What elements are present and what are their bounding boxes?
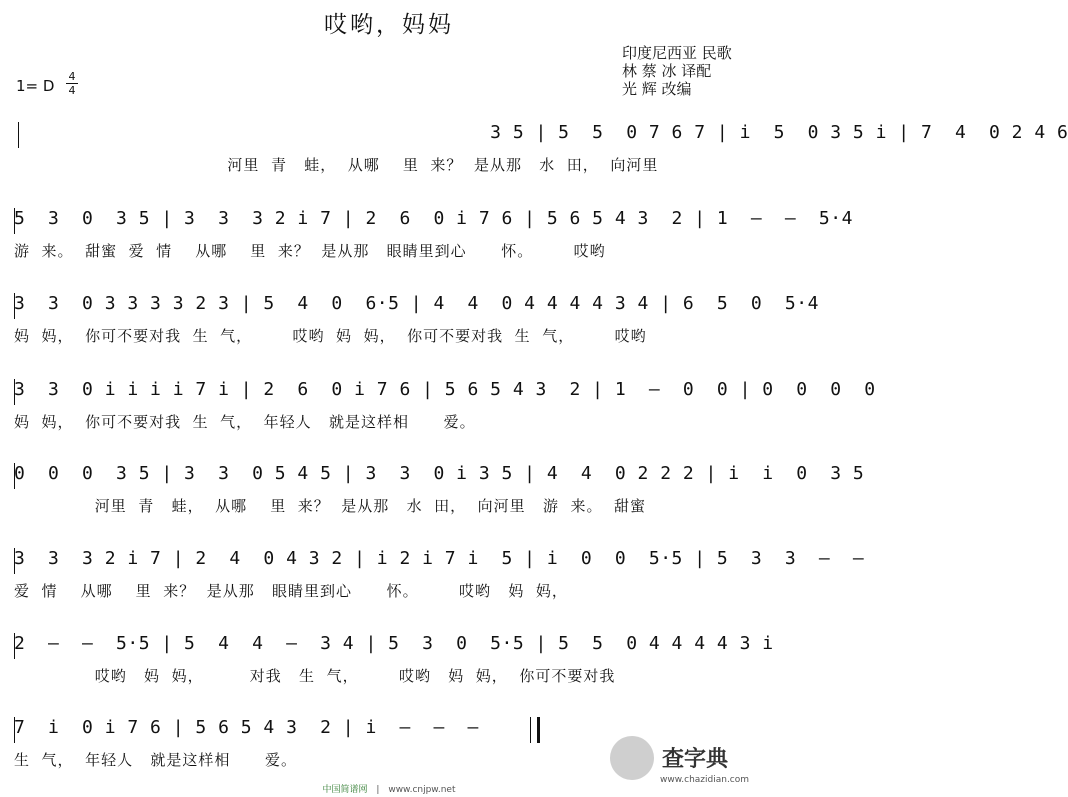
staff-6 — [14, 548, 865, 608]
footer — [0, 782, 778, 795]
time-sig-top: 4 — [66, 70, 78, 84]
staff-5 — [14, 463, 865, 523]
staff-notes: 3 3 0 3 3 3 3 2 3 | 5 4 0 6·5 | 4 4 0 4 4 4 4 3 4 | 6 5 0 5·4 — [14, 293, 819, 314]
credit-arranger: 光 辉 改编 — [622, 80, 692, 98]
staff-7 — [14, 633, 774, 693]
watermark-brand: 查字典 — [662, 747, 729, 772]
staff-notes: 3 3 3 2 i 7 | 2 4 0 4 3 2 | i 2 i 7 i 5 | i 0 0 5·5 | 5 3 3 — — — [14, 548, 865, 569]
key-signature: 1= D — [16, 77, 55, 95]
staff-lyrics: 河里 青 蛙， 从哪 里 来？ 是从那 水 田， 向河里 — [14, 156, 659, 174]
staff-lyrics: 河里 青 蛙， 从哪 里 来？ 是从那 水 田， 向河里 游 来。 甜蜜 — [14, 497, 647, 515]
footer-site-url: www.cnjpw.net — [388, 785, 456, 795]
staff-lyrics: 妈 妈， 你可不要对我 生 气， 年轻人 就是这样相 爱。 — [14, 413, 476, 431]
staff-lyrics: 爱 情 从哪 里 来？ 是从那 眼睛里到心 怀。 哎哟 妈 妈， — [14, 582, 568, 600]
time-signature — [66, 70, 78, 97]
credit-origin: 印度尼西亚 民歌 — [622, 44, 732, 62]
staff-2 — [14, 208, 853, 268]
staff-notes: 2 — — 5·5 | 5 4 4 — 3 4 | 5 3 0 5·5 | 5 5 0 4 4 4 4 3 i — [14, 633, 774, 654]
staff-lyrics: 哎哟 妈 妈， 对我 生 气， 哎哟 妈 妈， 你可不要对我 — [14, 667, 616, 685]
footer-separator: | — [376, 785, 380, 795]
staff-1 — [14, 122, 1068, 182]
staff-notes: 3 3 0 i i i i 7 i | 2 6 0 i 7 6 | 5 6 5 4 3 2 | 1 — 0 0 | 0 0 0 0 — [14, 379, 876, 400]
staff-lyrics: 生 气， 年轻人 就是这样相 爱。 — [14, 751, 297, 769]
credit-translator: 林 蔡 冰 译配 — [622, 62, 712, 80]
mascot-icon — [610, 736, 654, 780]
staff-notes: 7 i 0 i 7 6 | 5 6 5 4 3 2 | i — — — — [14, 717, 479, 738]
song-title: 哎哟，妈妈 — [324, 12, 454, 38]
staff-3 — [14, 293, 819, 353]
footer-site-name: 中国简谱网 — [322, 785, 368, 795]
staff-lyrics: 妈 妈， 你可不要对我 生 气， 哎哟 妈 妈， 你可不要对我 生 气， 哎哟 — [14, 327, 647, 345]
staff-4 — [14, 379, 876, 439]
staff-notes: 0 0 0 3 5 | 3 3 0 5 4 5 | 3 3 0 i 3 5 | 4 4 0 2 2 2 | i i 0 3 5 — [14, 463, 865, 484]
watermark-url: www.chazidian.com — [660, 775, 750, 785]
staff-notes: 3 5 | 5 5 0 7 6 7 | i 5 0 3 5 i | 7 4 0 2 4 6 — [14, 122, 1068, 143]
time-sig-bottom: 4 — [68, 84, 76, 97]
final-barline — [530, 717, 540, 743]
credits — [622, 44, 772, 98]
staff-notes: 5 3 0 3 5 | 3 3 3 2 i 7 | 2 6 0 i 7 6 | 5 6 5 4 3 2 | 1 — — 5·4 — [14, 208, 853, 229]
staff-lyrics: 游 来。 甜蜜 爱 情 从哪 里 来？ 是从那 眼睛里到心 怀。 哎哟 — [14, 242, 606, 260]
